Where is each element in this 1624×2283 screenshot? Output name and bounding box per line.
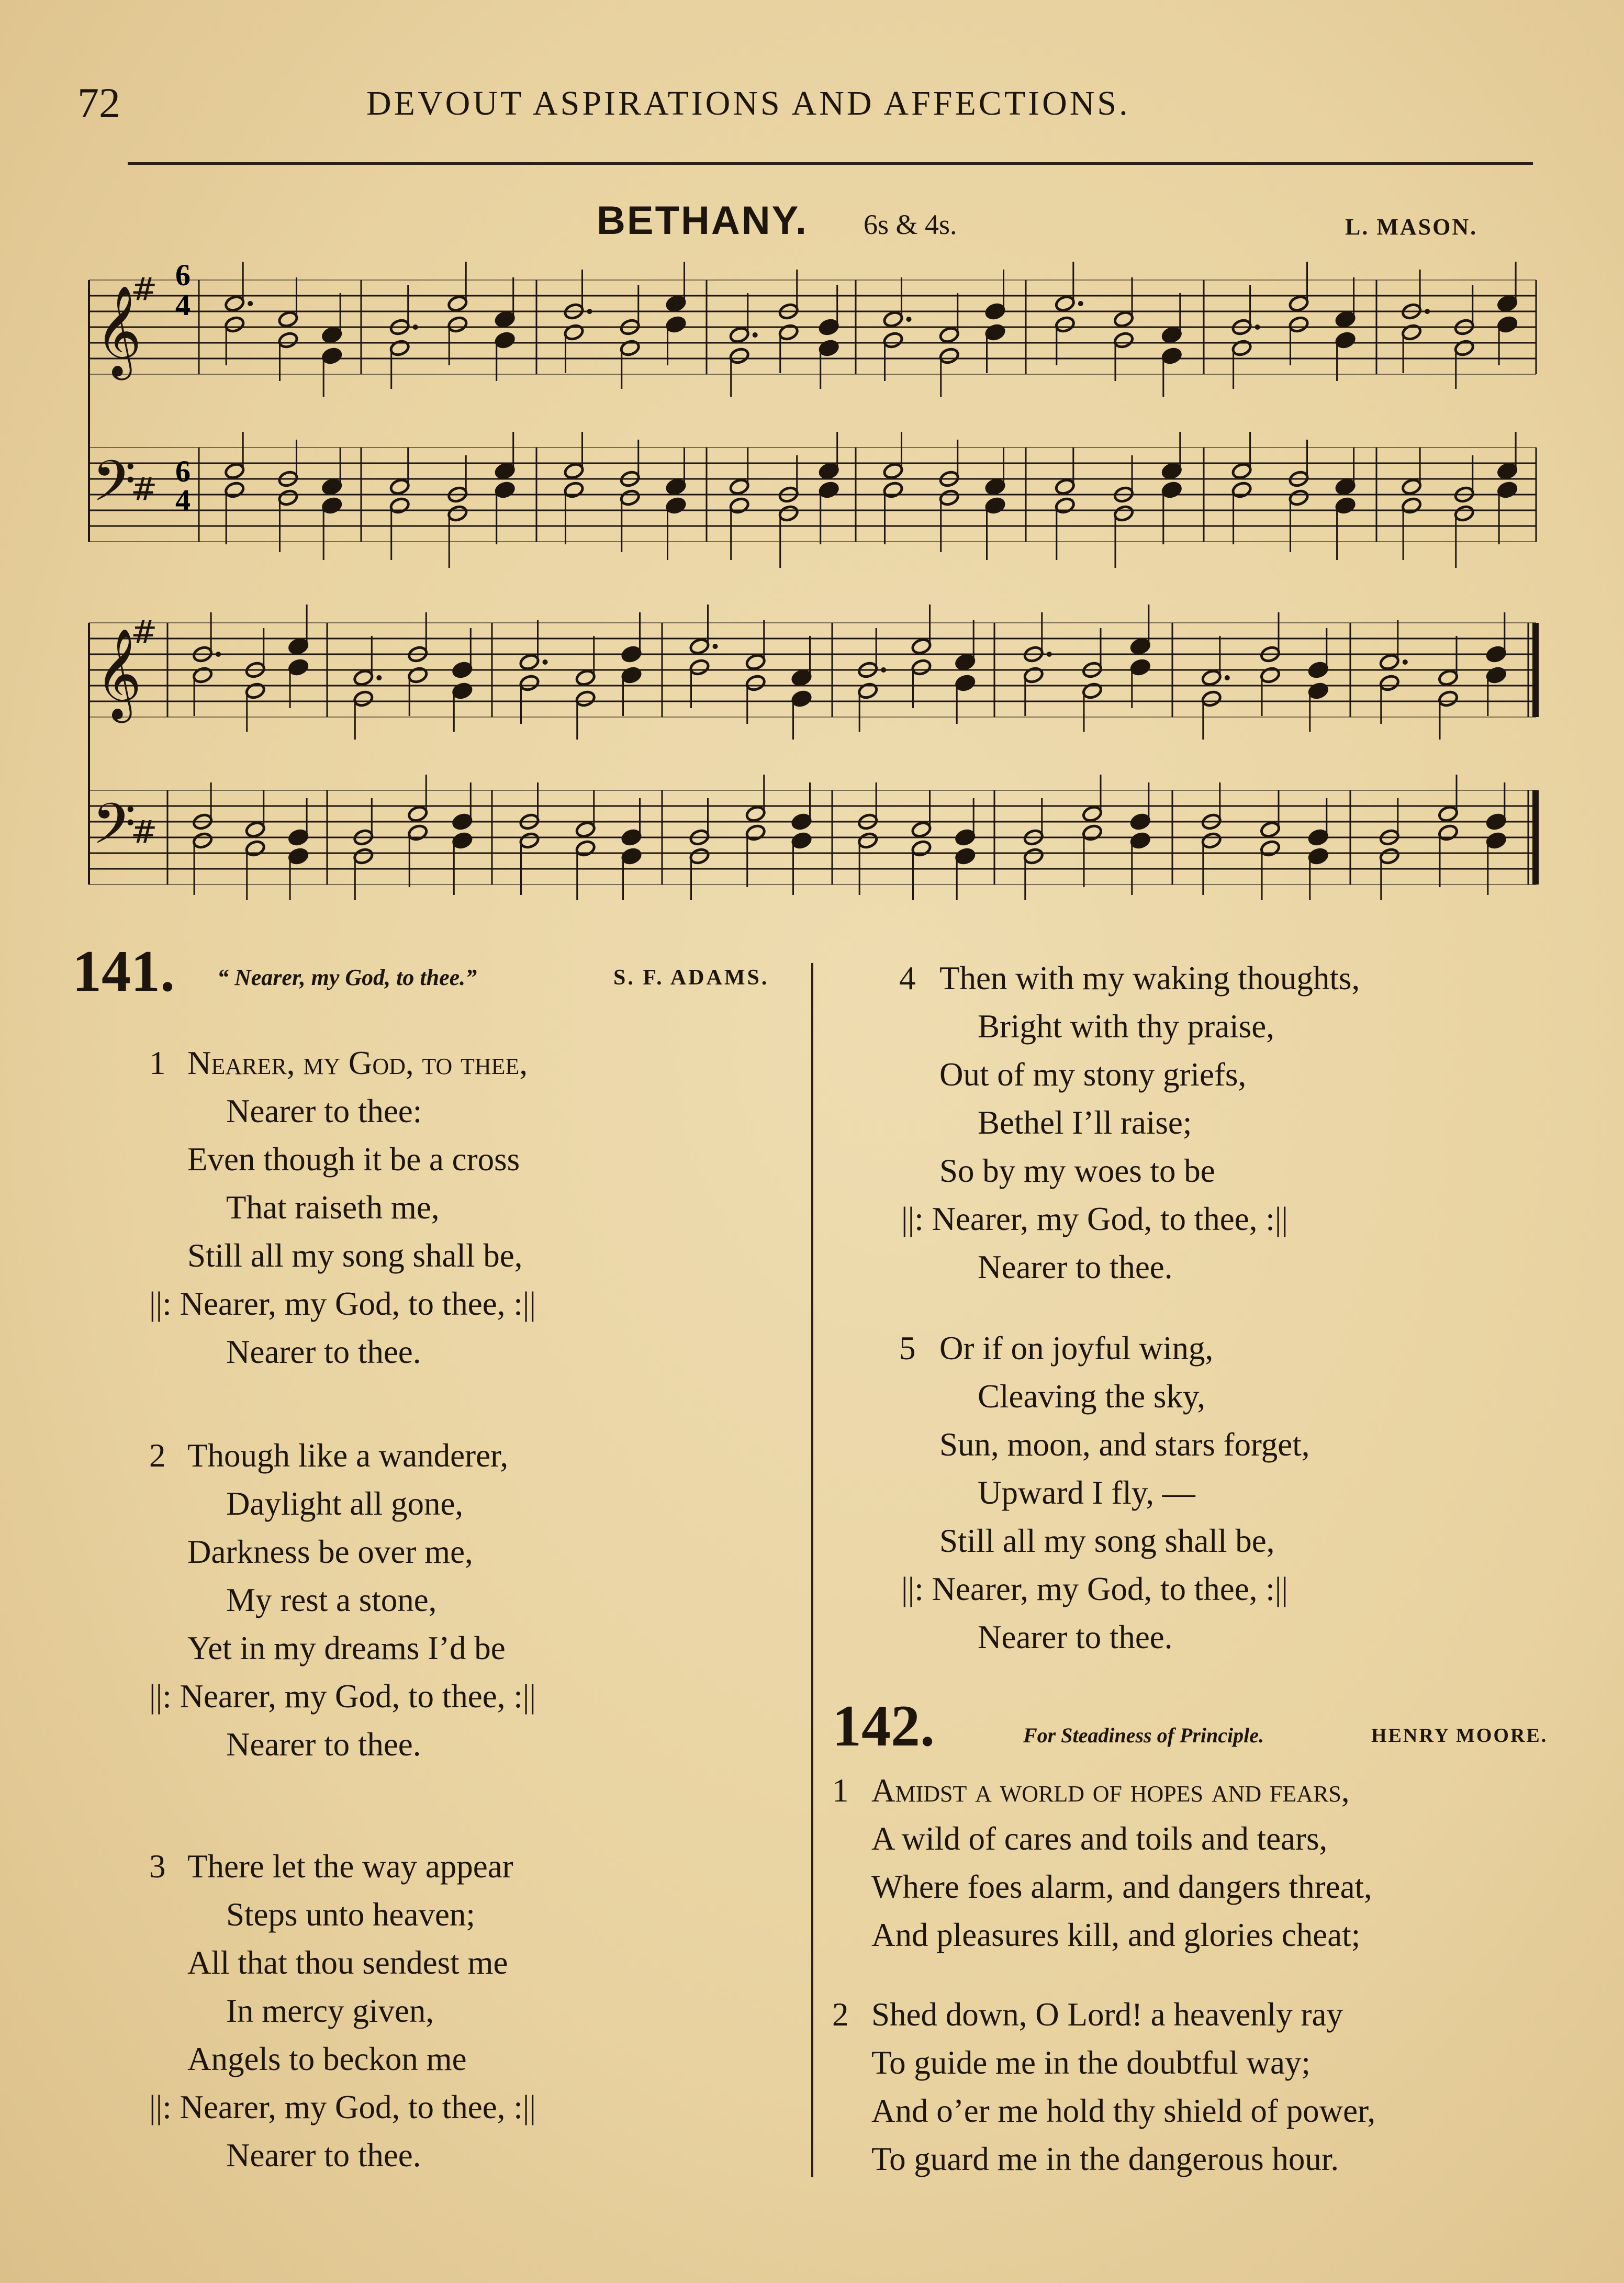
note-head [1335,478,1356,496]
hymn-142-author: HENRY MOORE. [1371,1725,1548,1747]
tune-name: BETHANY. [597,198,809,243]
note-head [1438,824,1459,842]
tune-meter: 6s & 4s. [864,209,957,240]
note-head [1023,666,1044,684]
verse-number: 3 [149,1848,166,1885]
note-head [575,840,596,857]
note-head [1308,829,1329,846]
dot [1225,675,1230,680]
note-head [224,316,245,333]
note-head [1231,462,1252,480]
dot [906,317,912,322]
note-head [1130,813,1151,831]
note-head [882,481,903,499]
note-head [857,682,878,700]
verse-line: To guard me in the dangerous hour. [871,2141,1339,2177]
note-head [955,847,976,865]
note-head [1082,805,1103,823]
verse-line: A wild of cares and toils and tears, [871,1820,1328,1857]
note-head [192,832,213,849]
dot [543,659,548,665]
note-head [1201,690,1222,708]
verse-line: Bright with thy praise, [978,1008,1274,1045]
note-head [689,658,710,676]
note-head [452,832,473,849]
note-head [621,645,642,663]
note-head [447,505,468,522]
verse-line: Nearer to thee. [226,1334,421,1370]
note-head [1288,295,1309,312]
note-head [1438,669,1459,687]
verse-line: Amidst a world of hopes and fears, [871,1772,1350,1809]
note-head [1288,316,1309,333]
note-head [321,347,342,365]
note-head [245,682,266,700]
note-head [1201,669,1222,687]
note-head [321,478,342,496]
dot [1255,324,1260,330]
note-head [1231,481,1252,499]
verse-line: My rest a stone, [226,1582,437,1618]
dot [216,652,221,657]
dot [881,667,886,673]
note-head [911,658,932,676]
final-bar [1532,790,1539,885]
verse-number: 4 [899,960,916,997]
verse-line: Nearer, my God, to thee, [187,1045,528,1081]
dot [1047,652,1052,657]
dot [376,675,382,680]
note-head [407,666,428,684]
verse-line: Still all my song shall be, [939,1523,1275,1559]
note-head [1486,666,1507,684]
note-head [1335,497,1356,514]
final-bar [1532,623,1539,717]
note-head [224,295,245,312]
note-head [729,347,750,365]
note-head [689,847,710,865]
note-head [575,690,596,708]
note-head [563,323,584,341]
note-head [495,462,516,480]
note-head [1161,481,1182,499]
note-head [955,829,976,846]
verse-line: ||: Nearer, my God, to thee, :|| [149,1678,536,1715]
verse-line: Daylight all gone, [226,1485,464,1522]
note-head [224,462,245,480]
note-head [1161,347,1182,365]
note-head [277,331,298,349]
dot [1403,659,1408,665]
note-head [1288,489,1309,507]
note-head [1260,840,1281,857]
note-head [1438,805,1459,823]
note-head [1055,295,1076,312]
dot [753,332,758,338]
treble-clef: 𝄞 [95,285,142,376]
sharp-sign: # [131,271,158,308]
note-head [620,339,641,357]
note-head [389,339,410,357]
note-head [519,653,540,671]
note-head [1130,832,1151,849]
time-signature-treble-top: 6 [175,258,191,292]
verse-line: Where foes alarm, and dangers threat, [871,1868,1372,1905]
verse-number: 5 [899,1330,916,1367]
verse-line: Cleaving the sky, [978,1378,1206,1415]
note-head [729,326,750,344]
note-head [1161,462,1182,480]
dot [713,644,718,649]
time-signature-bass-top: 6 [175,454,191,488]
hymn-141-number: 141. [72,939,175,1004]
note-head [939,347,960,365]
verse-line: ||: Nearer, my God, to thee, :|| [901,1201,1288,1237]
verse-line: Yet in my dreams I’d be [187,1630,506,1666]
note-head [1308,682,1329,700]
hymn-141-subtitle: “ Nearer, my God, to thee.” [217,965,477,990]
verse-line: ||: Nearer, my God, to thee, :|| [149,1285,536,1322]
time-signature-bass-bottom: 4 [175,483,191,517]
dot [413,324,418,330]
note-head [857,832,878,849]
sharp-sign: # [131,814,158,850]
note-head [447,295,468,312]
hymn-142-subtitle: For Steadiness of Principle. [1023,1724,1264,1747]
note-head [665,497,686,514]
verse-line: Then with my waking thoughts, [939,960,1360,997]
note-head [288,658,309,676]
note-head [1082,682,1103,700]
note-head [665,478,686,496]
note-head [1454,339,1475,357]
verse-line: Darkness be over me, [187,1534,473,1570]
verse-number: 2 [149,1437,166,1474]
note-head [882,331,903,349]
note-head [1379,847,1400,865]
hymn-142-number: 142. [832,1694,935,1759]
bass-clef: 𝄢 [92,791,136,870]
note-head [911,637,932,655]
note-head [729,497,750,514]
note-head [911,821,932,838]
note-head [563,462,584,480]
note-head [321,497,342,514]
verse-line: Though like a wanderer, [187,1437,509,1474]
note-head [955,674,976,692]
sharp-sign: # [131,471,158,508]
verse-line: Even though it be a cross [187,1141,520,1178]
note-head [1497,295,1518,312]
note-head [192,666,213,684]
note-head [1335,310,1356,328]
note-head [321,326,342,344]
verse-line: Out of my stony griefs, [939,1056,1247,1093]
note-head [1260,666,1281,684]
note-head [563,481,584,499]
note-head [1454,505,1475,522]
note-head [452,661,473,679]
note-head [1130,658,1151,676]
note-head [1055,497,1076,514]
note-head [621,666,642,684]
note-head [495,481,516,499]
verse-line: Shed down, O Lord! a heavenly ray [871,1996,1343,2033]
note-head [277,310,298,328]
note-head [984,323,1005,341]
verse-line: In mercy given, [226,1993,434,2029]
verse-line: Bethel I’ll raise; [978,1104,1192,1141]
note-head [452,682,473,700]
dot [1078,301,1083,306]
note-head [984,497,1005,514]
note-head [288,637,309,655]
note-head [1335,331,1356,349]
note-head [389,478,410,496]
note-head [1231,339,1252,357]
note-head [1486,813,1507,831]
note-head [1130,637,1151,655]
sharp-sign: # [131,614,158,651]
note-head [1201,832,1222,849]
verse-number: 2 [832,1996,849,2033]
note-head [819,318,839,336]
verse-line: Nearer to thee. [226,1726,421,1763]
bass-clef: 𝄢 [92,448,136,528]
note-head [407,805,428,823]
verse-line: All that thou sendest me [187,1944,508,1981]
note-head [519,832,540,849]
note-head [353,690,374,708]
note-head [791,690,812,708]
note-head [1055,478,1076,496]
note-head [745,805,766,823]
note-head [939,489,960,507]
note-head [277,489,298,507]
note-head [1497,462,1518,480]
note-head [791,832,812,849]
note-head [1379,674,1400,692]
note-head [495,331,516,349]
note-head [1308,847,1329,865]
verse-line: And o’er me hold thy shield of power, [871,2092,1376,2129]
note-head [1113,331,1134,349]
note-head [1379,653,1400,671]
note-head [819,339,839,357]
note-head [1055,316,1076,333]
note-head [621,847,642,865]
note-head [620,489,641,507]
verse-line: Nearer to thee. [978,1249,1173,1285]
note-head [745,824,766,842]
note-head [984,303,1005,320]
note-head [882,310,903,328]
note-head [224,481,245,499]
verse-number: 1 [832,1772,849,1809]
note-head [911,840,932,857]
note-head [955,653,976,671]
note-head [1023,847,1044,865]
note-head [1401,497,1422,514]
verse-line: Nearer to thee. [226,2137,421,2174]
verse-line: And pleasures kill, and glories cheat; [871,1917,1361,1953]
note-head [791,813,812,831]
verse-number: 1 [149,1045,166,1081]
running-title: DEVOUT ASPIRATIONS AND AFFECTIONS. [366,84,1130,122]
note-head [791,669,812,687]
verse-line: Sun, moon, and stars forget, [939,1426,1310,1463]
note-head [245,821,266,838]
verse-line: Nearer to thee. [978,1619,1173,1655]
tune-composer: L. MASON. [1345,214,1478,240]
note-head [729,478,750,496]
note-head [447,316,468,333]
note-head [1308,661,1329,679]
note-head [819,481,839,499]
note-head [1113,310,1134,328]
music-score [0,0,1624,900]
note-head [745,653,766,671]
verse-line: Steps unto heaven; [226,1896,475,1933]
note-head [778,323,799,341]
note-head [495,310,516,328]
note-head [1438,690,1459,708]
note-head [984,478,1005,496]
note-head [575,821,596,838]
hymn-141-author: S. F. ADAMS. [613,966,769,990]
note-head [1497,316,1518,333]
verse-line: ||: Nearer, my God, to thee, :|| [149,2089,536,2125]
note-head [519,674,540,692]
note-head [939,326,960,344]
verse-line: Or if on joyful wing, [939,1330,1214,1367]
note-head [665,295,686,312]
note-head [1113,505,1134,522]
note-head [778,505,799,522]
verse-line: There let the way appear [187,1848,513,1885]
dot [1425,309,1430,314]
note-head [353,669,374,687]
verse-line: To guide me in the doubtful way; [871,2044,1311,2081]
verse-line: Angels to beckon me [187,2041,467,2077]
verse-line: Nearer to thee: [226,1093,422,1129]
note-head [288,847,309,865]
note-head [745,674,766,692]
note-head [452,813,473,831]
verse-line: So by my woes to be [939,1152,1215,1189]
note-head [407,824,428,842]
note-head [689,637,710,655]
note-head [1486,832,1507,849]
page-number: 72 [77,79,120,127]
note-head [1497,481,1518,499]
note-head [621,829,642,846]
verse-line: Upward I fly, — [978,1474,1195,1511]
note-head [575,669,596,687]
note-head [288,829,309,846]
note-head [882,462,903,480]
verse-line: Still all my song shall be, [187,1237,523,1274]
note-head [819,462,839,480]
column-divider [811,963,813,2177]
note-head [245,840,266,857]
note-head [389,497,410,514]
verse-line: ||: Nearer, my God, to thee, :|| [901,1571,1288,1607]
note-head [1401,323,1422,341]
dot [587,309,592,314]
note-head [1161,326,1182,344]
note-head [1082,824,1103,842]
note-head [1486,645,1507,663]
note-head [665,316,686,333]
time-signature-treble-bottom: 4 [175,288,191,322]
note-head [1260,821,1281,838]
note-head [353,847,374,865]
note-head [1401,478,1422,496]
treble-clef: 𝄞 [95,628,142,719]
verse-line: That raiseth me, [226,1189,440,1226]
dot [248,301,253,306]
